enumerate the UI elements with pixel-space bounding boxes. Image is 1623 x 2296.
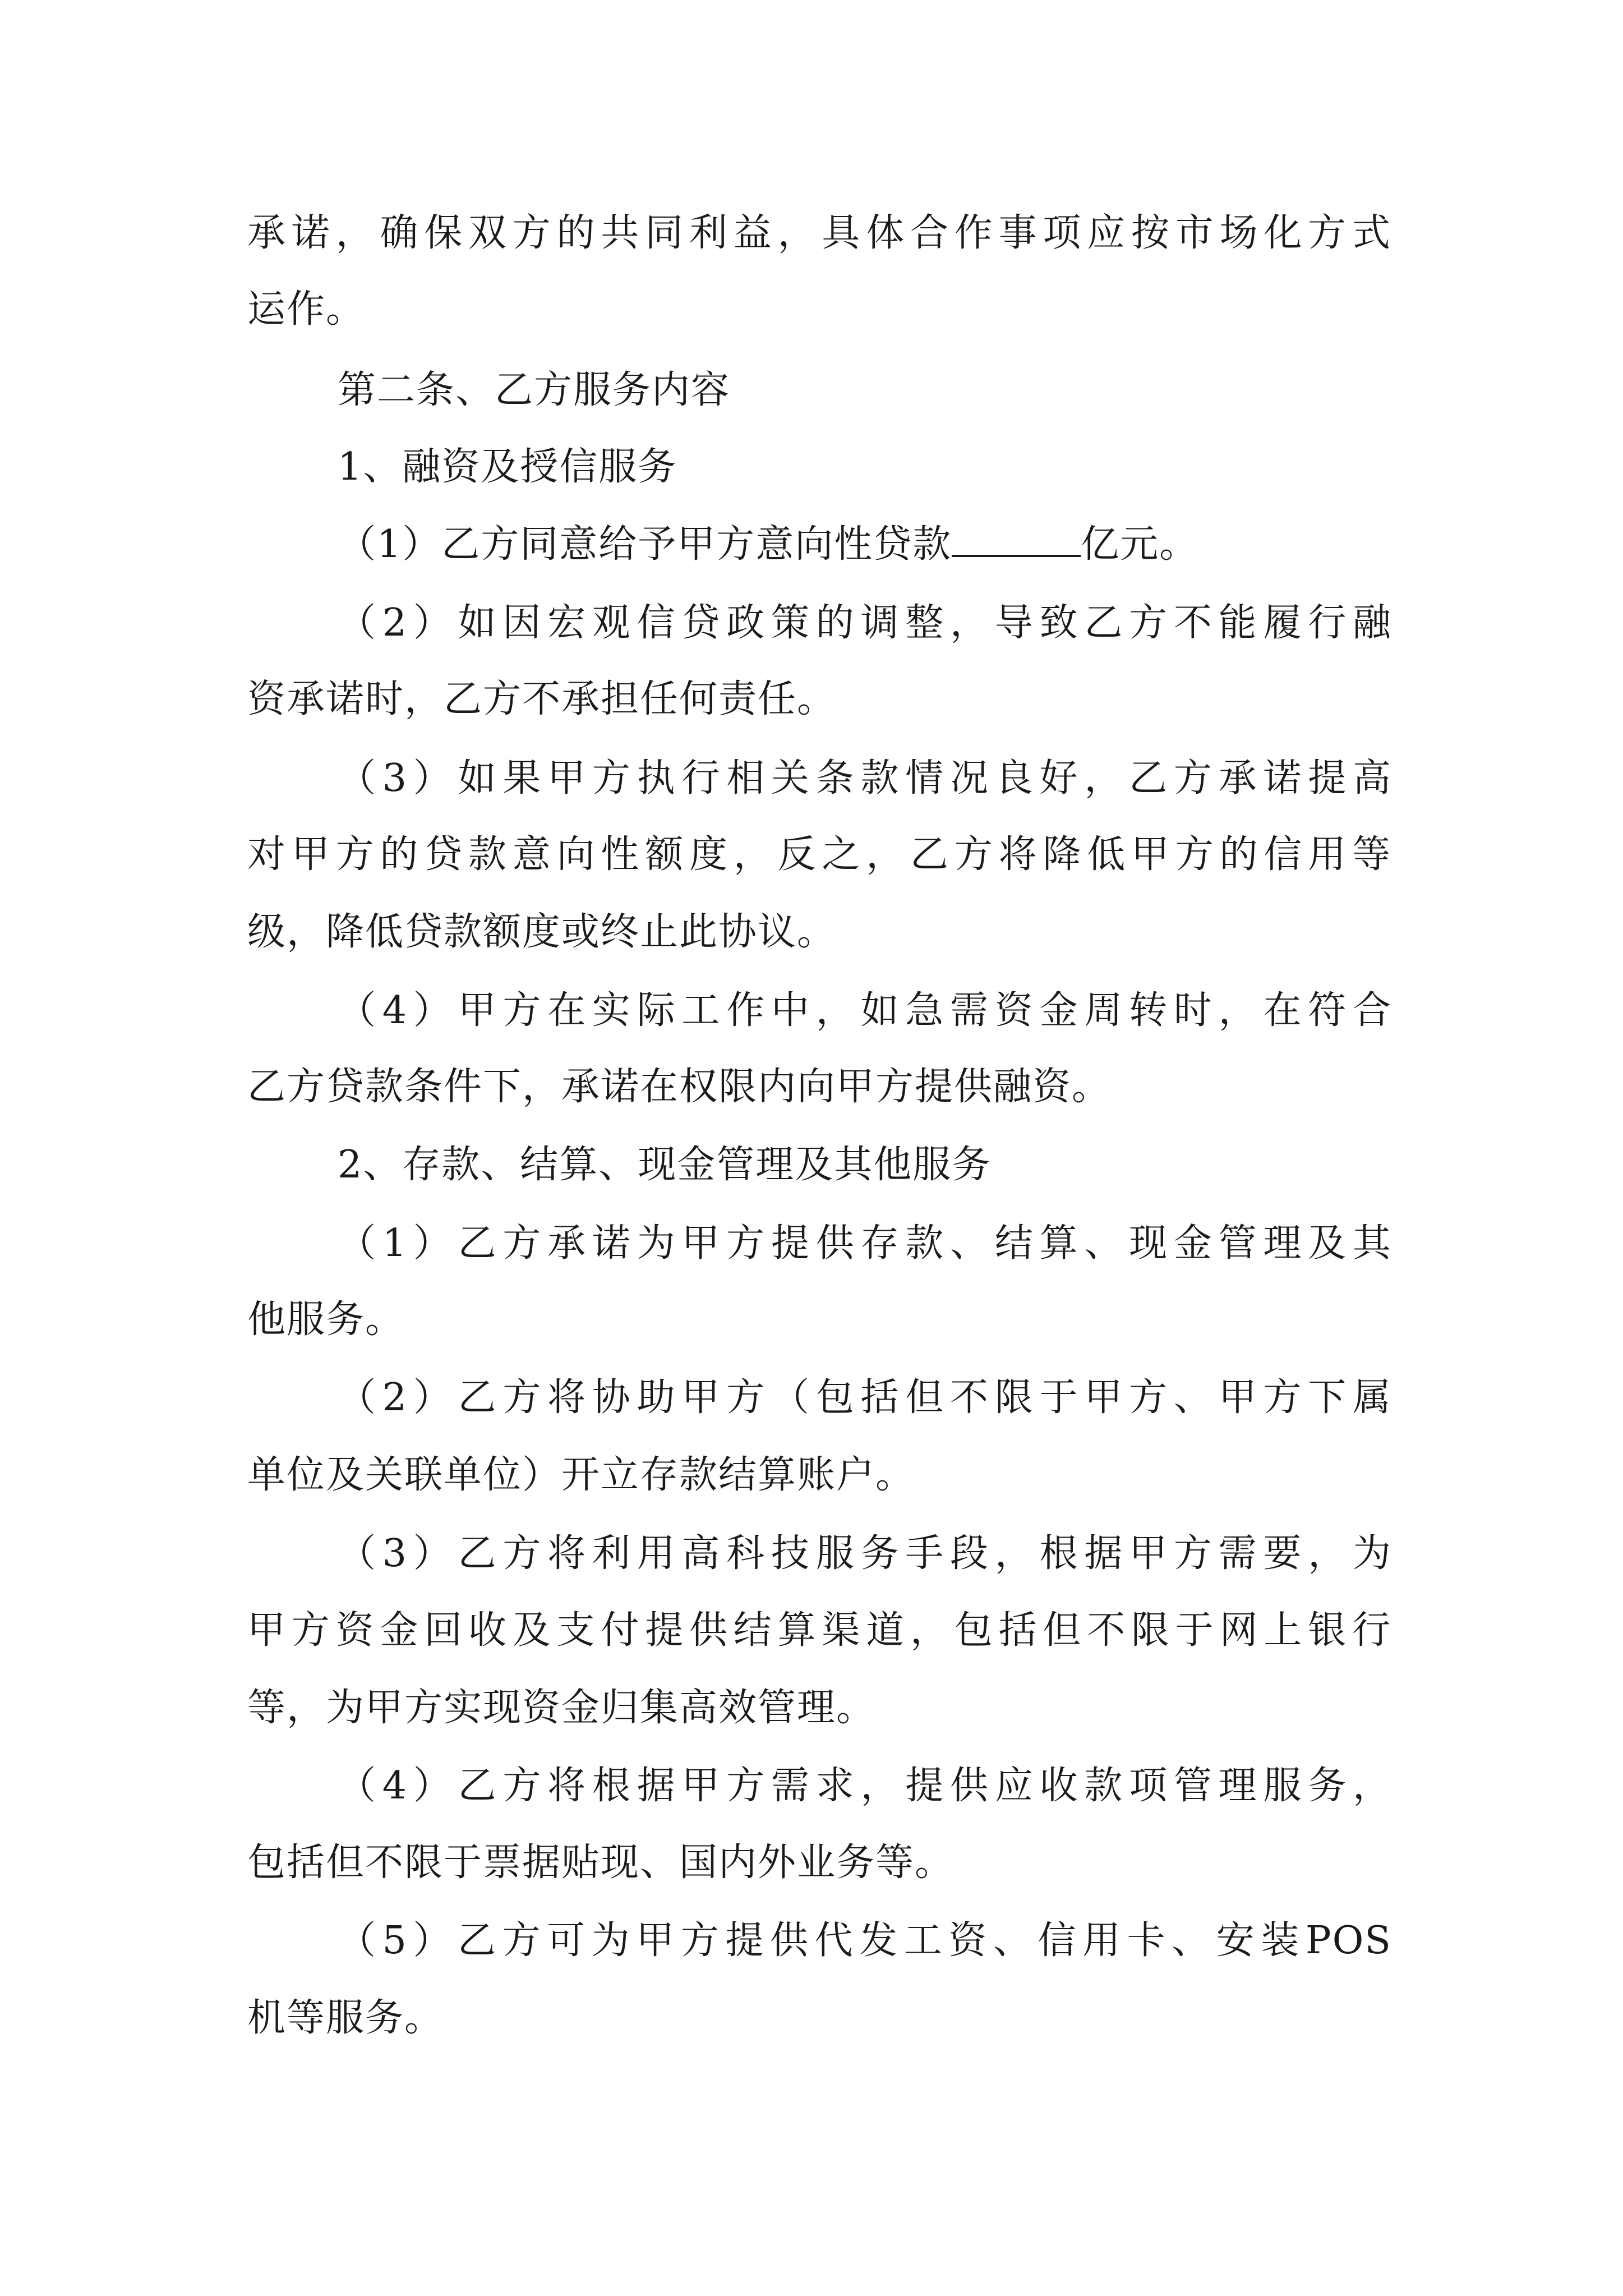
loan-amount-suffix: 亿元。 <box>1081 522 1199 567</box>
paragraph-line: （2）乙方将协助甲方（包括但不限于甲方、甲方下属 <box>338 1375 1392 1420</box>
paragraph-line: 机等服务。 <box>247 1996 444 2040</box>
paragraph-line: 单位及关联单位）开立存款结算账户。 <box>247 1453 915 1497</box>
paragraph-line: （5）乙方可为甲方提供代发工资、信用卡、安装POS <box>338 1918 1392 1963</box>
paragraph-line: 运作。 <box>247 287 366 332</box>
paragraph-line: 级，降低贷款额度或终止此协议。 <box>247 910 837 954</box>
loan-amount-blank <box>952 520 1081 557</box>
paragraph-line: （4）乙方将根据甲方需求，提供应收款项管理服务， <box>338 1764 1392 1808</box>
paragraph-line: 等，为甲方实现资金归集高效管理。 <box>247 1686 876 1730</box>
article-heading: 第二条、乙方服务内容 <box>338 368 731 412</box>
section-heading: 1、融资及授信服务 <box>338 445 677 489</box>
paragraph-line: （3）乙方将利用高科技服务手段，根据甲方需要，为 <box>338 1531 1392 1576</box>
paragraph-line: 资承诺时，乙方不承担任何责任。 <box>247 677 837 721</box>
paragraph-line: 包括但不限于票据贴现、国内外业务等。 <box>247 1841 955 1885</box>
paragraph-line: 乙方贷款条件下，承诺在权限内向甲方提供融资。 <box>247 1065 1112 1109</box>
paragraph-line: （1）乙方承诺为甲方提供存款、结算、现金管理及其 <box>338 1221 1392 1266</box>
paragraph-line: （4）甲方在实际工作中，如急需资金周转时，在符合 <box>338 988 1392 1033</box>
paragraph-line-with-blank <box>338 517 1623 573</box>
paragraph-line: （3）如果甲方执行相关条款情况良好，乙方承诺提高 <box>338 756 1392 800</box>
loan-amount-prefix: （1）乙方同意给予甲方意向性贷款 <box>338 522 952 567</box>
section-heading: 2、存款、结算、现金管理及其他服务 <box>338 1143 992 1187</box>
paragraph-line: 他服务。 <box>247 1297 405 1342</box>
paragraph-line: 承诺，确保双方的共同利益，具体合作事项应按市场化方式 <box>247 211 1391 255</box>
paragraph-line: 对甲方的贷款意向性额度，反之，乙方将降低甲方的信用等 <box>247 832 1391 877</box>
paragraph-line: 甲方资金回收及支付提供结算渠道，包括但不限于网上银行 <box>247 1608 1391 1653</box>
paragraph-line: （2）如因宏观信贷政策的调整，导致乙方不能履行融 <box>338 601 1392 645</box>
